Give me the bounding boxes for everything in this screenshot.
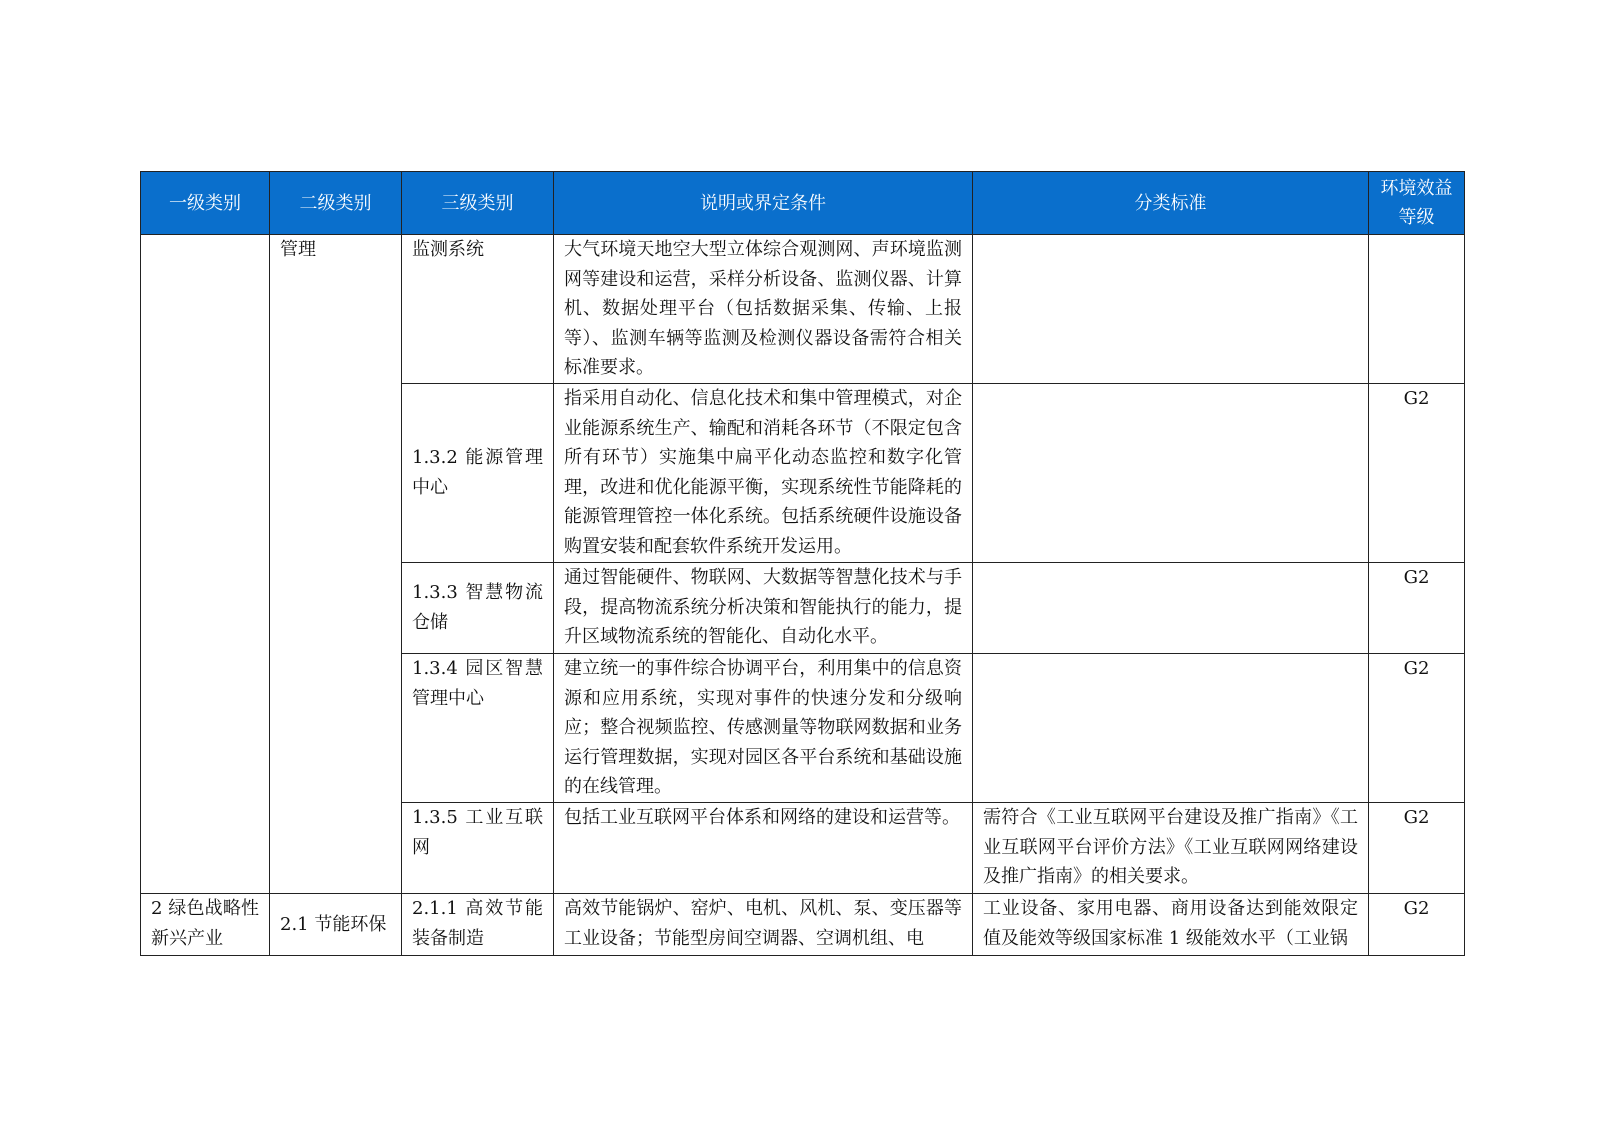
standard-cell: 工业设备、家用电器、商用设备达到能效限定值及能效等级国家标准 1 级能效水平（工业锅 bbox=[973, 894, 1369, 956]
description-cell: 建立统一的事件综合协调平台，利用集中的信息资源和应用系统，实现对事件的快速分发和分级响应；整合视频监控、传感测量等物联网数据和业务运行管理数据，实现对园区各平台系统和基础设施的在线管理。 bbox=[554, 654, 973, 803]
description-cell: 指采用自动化、信息化技术和集中管理模式，对企业能源系统生产、输配和消耗各环节（不限定包含所有环节）实施集中扁平化动态监控和数字化管理，改进和优化能源平衡，实现系统性节能降耗的能源管理管控一体化系统。包括系统硬件设施设备购置安装和配套软件系统开发运用。 bbox=[554, 384, 973, 563]
description-cell: 通过智能硬件、物联网、大数据等智慧化技术与手段，提高物流系统分析决策和智能执行的能力，提升区域物流系统的智能化、自动化水平。 bbox=[554, 563, 973, 654]
level2-cell: 2.1 节能环保 bbox=[270, 894, 402, 956]
level1-cell: 2 绿色战略性新兴产业 bbox=[141, 894, 270, 956]
header-level2: 二级类别 bbox=[270, 172, 402, 235]
header-level1: 一级类别 bbox=[141, 172, 270, 235]
header-standard: 分类标准 bbox=[973, 172, 1369, 235]
level1-cell bbox=[141, 235, 270, 894]
standard-cell bbox=[973, 563, 1369, 654]
standard-cell: 需符合《工业互联网平台建设及推广指南》《工业互联网平台评价方法》《工业互联网网络建设及推广指南》的相关要求。 bbox=[973, 803, 1369, 894]
level3-cell: 监测系统 bbox=[402, 235, 554, 384]
classification-table bbox=[140, 171, 1465, 956]
level3-cell: 1.3.3 智慧物流仓储 bbox=[402, 563, 554, 654]
level3-cell: 2.1.1 高效节能装备制造 bbox=[402, 894, 554, 956]
standard-cell bbox=[973, 654, 1369, 803]
description-cell: 高效节能锅炉、窑炉、电机、风机、泵、变压器等工业设备；节能型房间空调器、空调机组、电 bbox=[554, 894, 973, 956]
grade-cell: G2 bbox=[1369, 894, 1465, 956]
standard-cell bbox=[973, 235, 1369, 384]
level3-cell: 1.3.2 能源管理中心 bbox=[402, 384, 554, 563]
header-grade: 环境效益等级 bbox=[1369, 172, 1465, 235]
table-row bbox=[141, 894, 1465, 956]
level2-cell: 管理 bbox=[270, 235, 402, 894]
header-level3: 三级类别 bbox=[402, 172, 554, 235]
grade-cell: G2 bbox=[1369, 563, 1465, 654]
grade-cell bbox=[1369, 235, 1465, 384]
table-row bbox=[141, 235, 1465, 384]
header-description: 说明或界定条件 bbox=[554, 172, 973, 235]
level3-cell: 1.3.5 工业互联网 bbox=[402, 803, 554, 894]
description-cell: 大气环境天地空大型立体综合观测网、声环境监测网等建设和运营，采样分析设备、监测仪器、计算机、数据处理平台（包括数据采集、传输、上报等）、监测车辆等监测及检测仪器设备需符合相关标准要求。 bbox=[554, 235, 973, 384]
grade-cell: G2 bbox=[1369, 803, 1465, 894]
standard-cell bbox=[973, 384, 1369, 563]
table-header-row bbox=[141, 172, 1465, 235]
grade-cell: G2 bbox=[1369, 384, 1465, 563]
description-cell: 包括工业互联网平台体系和网络的建设和运营等。 bbox=[554, 803, 973, 894]
level3-cell: 1.3.4 园区智慧管理中心 bbox=[402, 654, 554, 803]
grade-cell: G2 bbox=[1369, 654, 1465, 803]
